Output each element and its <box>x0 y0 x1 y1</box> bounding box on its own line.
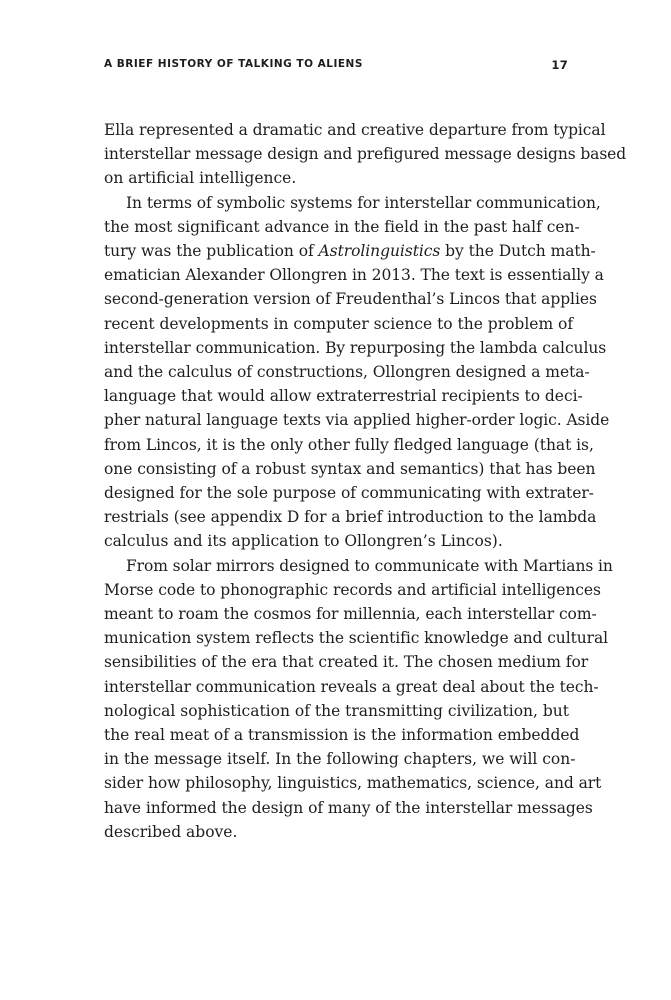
paragraph-3 <box>104 554 613 844</box>
text-line: in the message itself. In the following chapters, we will con- <box>104 750 576 769</box>
paragraph-1 <box>104 118 627 191</box>
text-line: munication system reflects the scientific knowledge and cultural <box>104 629 609 648</box>
text-line: recent developments in computer science to the problem of <box>104 314 574 333</box>
text-line: Ella represented a dramatic and creative departure from typical <box>104 121 606 139</box>
text-line: on artificial intelligence. <box>104 169 297 188</box>
page-number: 17 <box>551 58 568 72</box>
running-head-title: A BRIEF HISTORY OF TALKING TO ALIENS <box>104 58 363 70</box>
paragraph-2 <box>104 191 610 554</box>
text-line: ematician Alexander Ollongren in 2013. The text is essentially a <box>104 266 604 285</box>
text-line <box>104 239 596 263</box>
text-line: interstellar message design and prefigured message designs based <box>104 145 627 164</box>
text-line: the real meat of a transmission is the information embedded <box>104 726 580 745</box>
text-line: one consisting of a robust syntax and semantics) that has been <box>104 459 596 478</box>
text-span: tury was the publication of <box>104 242 319 261</box>
text-line: from Lincos, it is the only other fully fledged language (that is, <box>104 435 594 454</box>
text-line: second-generation version of Freudenthal’s Lincos that applies <box>104 290 597 309</box>
text-line: interstellar communication reveals a great deal about the tech- <box>104 677 599 696</box>
text-line: In terms of symbolic systems for interstellar communication, <box>126 193 601 212</box>
text-line: Morse code to phonographic records and artificial intelligences <box>104 580 601 599</box>
text-line: and the calculus of constructions, Ollongren designed a meta- <box>104 363 590 382</box>
running-head <box>104 58 568 76</box>
text-span: by the Dutch math- <box>440 242 596 261</box>
text-line: have informed the design of many of the interstellar messages <box>104 798 593 817</box>
text-line: pher natural language texts via applied higher-order logic. Aside <box>104 411 610 430</box>
text-line: sider how philosophy, linguistics, mathematics, science, and art <box>104 774 602 793</box>
text-line: From solar mirrors designed to communicate with Martians in <box>126 556 613 575</box>
text-line: language that would allow extraterrestrial recipients to deci- <box>104 387 583 406</box>
text-line: calculus and its application to Ollongren’s Lincos). <box>104 532 503 551</box>
text-line: the most significant advance in the field in the past half cen- <box>104 217 580 236</box>
body-text <box>104 118 627 844</box>
text-line: designed for the sole purpose of communicating with extrater- <box>104 484 594 503</box>
text-line: meant to roam the cosmos for millennia, each interstellar com- <box>104 605 597 624</box>
text-line: interstellar communication. By repurposing the lambda calculus <box>104 338 607 357</box>
text-line: nological sophistication of the transmitting civilization, but <box>104 701 569 720</box>
book-title-italic: Astrolinguistics <box>318 242 441 261</box>
text-line: described above. <box>104 822 238 841</box>
text-line: restrials (see appendix D for a brief introduction to the lambda <box>104 508 597 527</box>
text-line: sensibilities of the era that created it. The chosen medium for <box>104 653 589 672</box>
